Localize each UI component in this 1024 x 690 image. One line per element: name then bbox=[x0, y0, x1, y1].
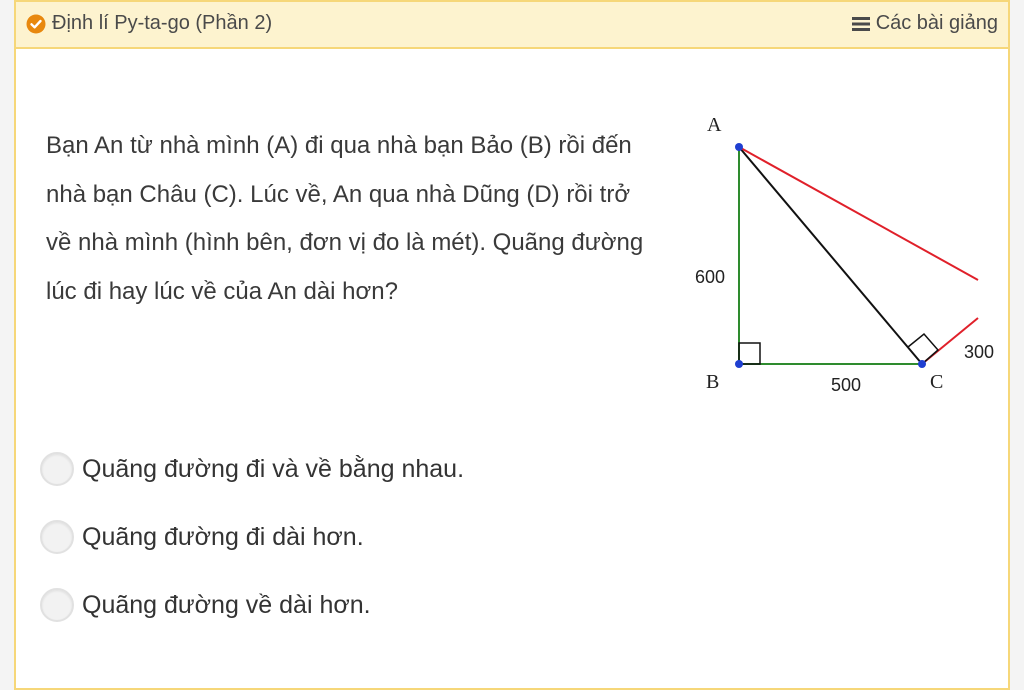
answer-option[interactable] bbox=[40, 518, 464, 556]
radio-button[interactable] bbox=[40, 520, 74, 554]
radio-button[interactable] bbox=[40, 588, 74, 622]
point-c bbox=[918, 360, 926, 368]
lesson-header bbox=[14, 0, 1010, 49]
label-ab-length: 600 bbox=[695, 267, 726, 287]
radio-button[interactable] bbox=[40, 452, 74, 486]
check-circle-icon bbox=[26, 14, 46, 34]
answer-option[interactable] bbox=[40, 450, 464, 488]
label-bc-length: 500 bbox=[831, 375, 862, 395]
option-label: Quãng đường về dài hơn. bbox=[82, 590, 371, 619]
point-a bbox=[735, 143, 743, 151]
answer-options bbox=[40, 450, 464, 654]
option-label: Quãng đường đi dài hơn. bbox=[82, 522, 364, 551]
segment-ac bbox=[739, 147, 922, 364]
question-text: Bạn An từ nhà mình (A) đi qua nhà bạn Bảo (B) rồi đến nhà bạn Châu (C). Lúc về, An qua nhà Dũng (D) rồi trở về nhà mình (hình bên, đơn vị đo là mét). Quãng đường lúc đi hay lúc về của An dài hơn? bbox=[46, 132, 644, 305]
label-c: C bbox=[930, 371, 944, 393]
lesson-title bbox=[26, 12, 272, 35]
label-cd-length: 300 bbox=[964, 342, 995, 362]
label-b: B bbox=[706, 371, 720, 393]
answer-option[interactable] bbox=[40, 586, 464, 624]
lessons-link-text: Các bài giảng bbox=[875, 12, 998, 34]
right-angle-mark-b bbox=[739, 343, 760, 364]
segment-ad bbox=[739, 147, 978, 280]
menu-icon bbox=[852, 16, 870, 32]
label-a: A bbox=[707, 114, 722, 136]
lessons-list-link[interactable] bbox=[852, 12, 998, 35]
option-label: Quãng đường đi và về bằng nhau. bbox=[82, 454, 465, 483]
right-angle-mark-c bbox=[908, 334, 938, 364]
pythagoras-figure bbox=[680, 100, 1024, 410]
point-b bbox=[735, 360, 743, 368]
lesson-title-text: Định lí Py-ta-go (Phần 2) bbox=[52, 12, 273, 34]
